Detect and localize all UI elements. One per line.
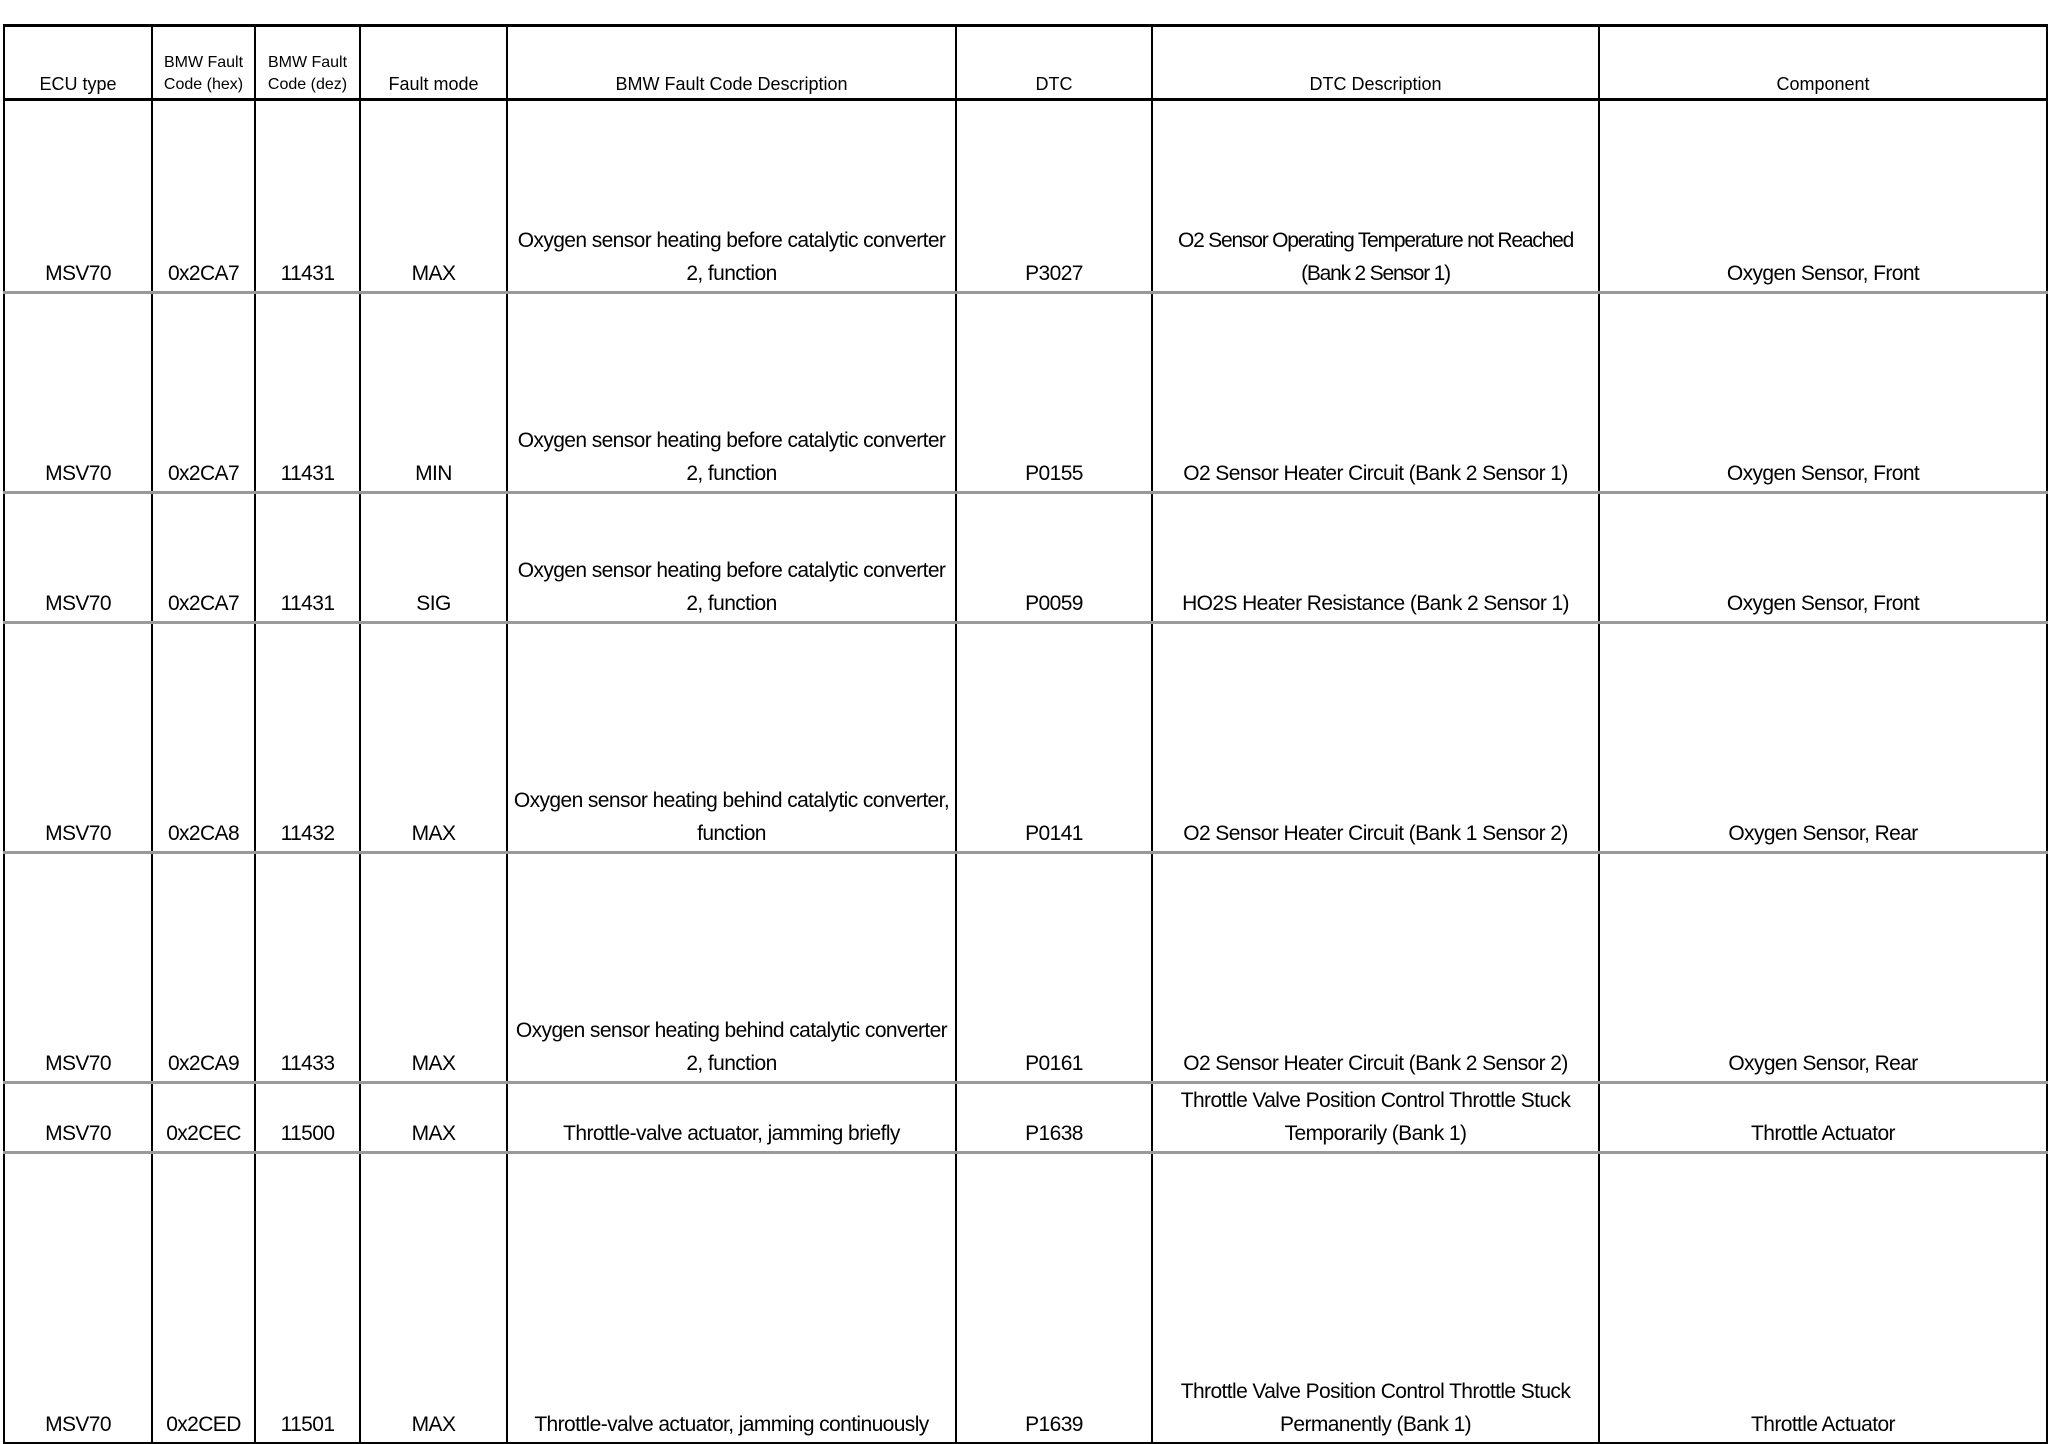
ecu-type-cell: MSV70	[4, 623, 152, 853]
dtc-cell: P0141	[956, 623, 1152, 853]
dtc-description-cell: O2 Sensor Operating Temperature not Reached (Bank 2 Sensor 1)	[1152, 100, 1599, 293]
table-row	[4, 1153, 2047, 1443]
table-row	[4, 1083, 2047, 1153]
ecu-type-cell: MSV70	[4, 1083, 152, 1153]
header-component: Component	[1599, 26, 2047, 100]
fault-code-hex-cell: 0x2CA7	[152, 100, 255, 293]
bmw-description-cell: Oxygen sensor heating before catalytic converter 2, function	[507, 100, 956, 293]
fault-code-hex-cell: 0x2CA9	[152, 853, 255, 1083]
fault-mode-cell: MIN	[360, 293, 507, 493]
ecu-type-cell: MSV70	[4, 493, 152, 623]
table-row	[4, 100, 2047, 293]
header-fault-mode: Fault mode	[360, 26, 507, 100]
ecu-type-cell: MSV70	[4, 1153, 152, 1443]
fault-code-hex-cell: 0x2CED	[152, 1153, 255, 1443]
dtc-cell: P0161	[956, 853, 1152, 1083]
dtc-description-cell: O2 Sensor Heater Circuit (Bank 2 Sensor 1)	[1152, 293, 1599, 493]
table-row	[4, 293, 2047, 493]
ecu-type-cell: MSV70	[4, 100, 152, 293]
bmw-description-cell: Throttle-valve actuator, jamming briefly	[507, 1083, 956, 1153]
header-dtc-description: DTC Description	[1152, 26, 1599, 100]
header-fault-code-dez: BMW Fault Code (dez)	[255, 26, 360, 100]
header-ecu-type: ECU type	[4, 26, 152, 100]
fault-code-dez-cell: 11433	[255, 853, 360, 1083]
bmw-description-cell: Oxygen sensor heating before catalytic converter 2, function	[507, 493, 956, 623]
fault-code-dez-cell: 11431	[255, 293, 360, 493]
fault-code-hex-cell: 0x2CA7	[152, 493, 255, 623]
header-dtc: DTC	[956, 26, 1152, 100]
fault-code-dez-cell: 11501	[255, 1153, 360, 1443]
fault-mode-cell: SIG	[360, 493, 507, 623]
dtc-cell: P0059	[956, 493, 1152, 623]
fault-code-table	[3, 24, 2048, 1444]
fault-code-dez-cell: 11431	[255, 493, 360, 623]
fault-mode-cell: MAX	[360, 100, 507, 293]
component-cell: Throttle Actuator	[1599, 1153, 2047, 1443]
component-cell: Throttle Actuator	[1599, 1083, 2047, 1153]
fault-code-hex-cell: 0x2CA7	[152, 293, 255, 493]
bmw-description-cell: Oxygen sensor heating behind catalytic converter, function	[507, 623, 956, 853]
component-cell: Oxygen Sensor, Front	[1599, 100, 2047, 293]
component-cell: Oxygen Sensor, Front	[1599, 293, 2047, 493]
fault-mode-cell: MAX	[360, 623, 507, 853]
fault-code-hex-cell: 0x2CEC	[152, 1083, 255, 1153]
dtc-description-cell: Throttle Valve Position Control Throttle Stuck Permanently (Bank 1)	[1152, 1153, 1599, 1443]
dtc-description-cell: Throttle Valve Position Control Throttle Stuck Temporarily (Bank 1)	[1152, 1083, 1599, 1153]
table-row	[4, 623, 2047, 853]
fault-code-dez-cell: 11500	[255, 1083, 360, 1153]
dtc-description-cell: HO2S Heater Resistance (Bank 2 Sensor 1)	[1152, 493, 1599, 623]
header-bmw-description: BMW Fault Code Description	[507, 26, 956, 100]
ecu-type-cell: MSV70	[4, 853, 152, 1083]
table-row	[4, 853, 2047, 1083]
dtc-cell: P3027	[956, 100, 1152, 293]
fault-code-hex-cell: 0x2CA8	[152, 623, 255, 853]
fault-mode-cell: MAX	[360, 1153, 507, 1443]
ecu-type-cell: MSV70	[4, 293, 152, 493]
dtc-description-cell: O2 Sensor Heater Circuit (Bank 2 Sensor 2)	[1152, 853, 1599, 1083]
fault-code-dez-cell: 11432	[255, 623, 360, 853]
dtc-cell: P0155	[956, 293, 1152, 493]
component-cell: Oxygen Sensor, Rear	[1599, 853, 2047, 1083]
dtc-description-cell: O2 Sensor Heater Circuit (Bank 1 Sensor 2)	[1152, 623, 1599, 853]
header-row	[4, 26, 2047, 100]
dtc-cell: P1639	[956, 1153, 1152, 1443]
fault-mode-cell: MAX	[360, 1083, 507, 1153]
header-fault-code-hex: BMW Fault Code (hex)	[152, 26, 255, 100]
table-row	[4, 493, 2047, 623]
bmw-description-cell: Oxygen sensor heating behind catalytic converter 2, function	[507, 853, 956, 1083]
dtc-cell: P1638	[956, 1083, 1152, 1153]
bmw-description-cell: Oxygen sensor heating before catalytic converter 2, function	[507, 293, 956, 493]
component-cell: Oxygen Sensor, Rear	[1599, 623, 2047, 853]
component-cell: Oxygen Sensor, Front	[1599, 493, 2047, 623]
fault-code-dez-cell: 11431	[255, 100, 360, 293]
fault-mode-cell: MAX	[360, 853, 507, 1083]
bmw-description-cell: Throttle-valve actuator, jamming continuously	[507, 1153, 956, 1443]
